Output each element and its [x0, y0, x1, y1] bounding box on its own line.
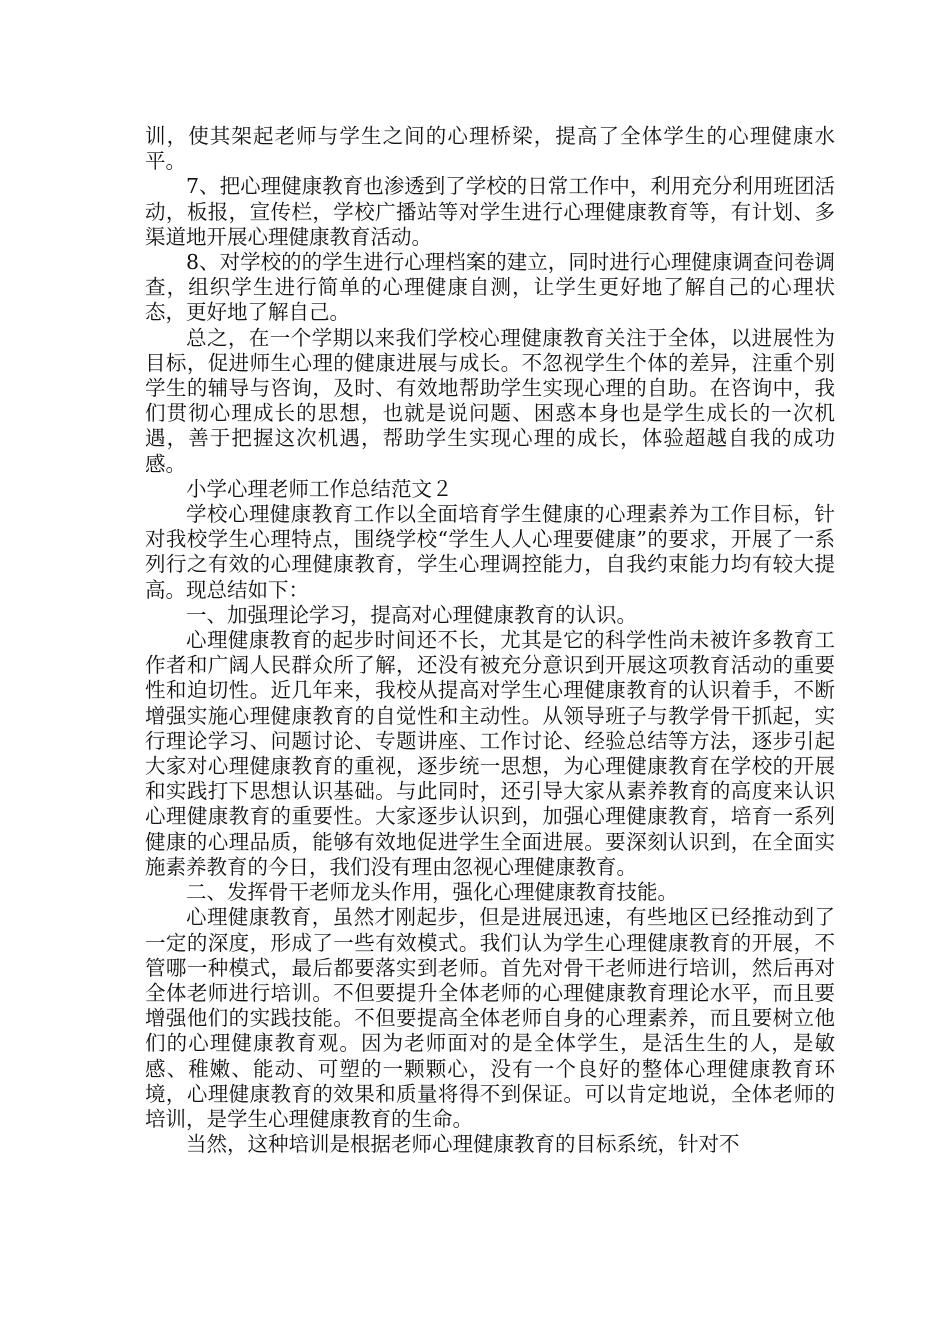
- section-title: 小学心理老师工作总结范文２: [186, 476, 453, 501]
- paragraph: 心理健康教育，虽然才刚起步，但是进展迅速，有些地区已经推动到了一定的深度，形成了一些有效模式。我们认为学生心理健康教育的开展，不管哪一种模式，最后都要落实到老师。首先对骨干老师进行培训，然后再对全体老师进行培训。不但要提升全体老师的心理健康教育理论水平，而且要增强他们的实践技能。不但要提高全体老师自身的心理素养，而且要树立他们的心理健康教育观。因为老师面对的是全体学生，是活生生的人，是敏感、稚嫩、能动、可塑的一颗颗心，没有一个良好的整体心理健康教育环境，心理健康教育的效果和质量将得不到保证。可以肯定地说，全体老师的培训，是学生心理健康教育的生命。: [145, 905, 835, 1131]
- paragraph: 训，使其架起老师与学生之间的心理桥梁，提高了全体学生的心理健康水平。: [145, 124, 835, 174]
- paragraph: 心理健康教育的起步时间还不长，尤其是它的科学性尚未被许多教育工作者和广阔人民群众所了解，还没有被充分意识到开展这项教育活动的重要性和迫切性。近几年来，我校从提高对学生心理健康教育的认识着手，不断增强实施心理健康教育的自觉性和主动性。从领导班子与教学骨干抓起，实行理论学习、问题讨论、专题讲座、工作讨论、经验总结等方法，逐步引起大家对心理健康教育的重视，逐步统一思想，为心理健康教育在学校的开展和实践打下思想认识基础。与此同时，还引导大家从素养教育的高度来认识心理健康教育的重要性。大家逐步认识到，加强心理健康教育，培育一系列健康的心理品质，能够有效地促进学生全面进展。要深刻认识到，在全面实施素养教育的今日，我们没有理由忽视心理健康教育。: [145, 628, 835, 879]
- section-heading: 二、发挥骨干老师龙头作用，强化心理健康教育技能。: [186, 880, 678, 905]
- paragraph: 总之，在一个学期以来我们学校心理健康教育关注于全体，以进展性为目标，促进师生心理的健康进展与成长。不忽视学生个体的差异，注重个别学生的辅导与咨询，及时、有效地帮助学生实现心理的自助。在咨询中，我们贯彻心理成长的思想，也就是说问题、困惑本身也是学生成长的一次机遇，善于把握这次机遇，帮助学生实现心理的成长，体验超越自我的成功感。: [145, 325, 835, 476]
- document-page: [145, 124, 835, 1157]
- paragraph: 8、对学校的的学生进行心理档案的建立，同时进行心理健康调查问卷调查，组织学生进行简单的心理健康自测，让学生更好地了解自己的心理状态，更好地了解自己。: [145, 250, 835, 325]
- paragraph: 学校心理健康教育工作以全面培育学生健康的心理素养为工作目标，针对我校学生心理特点，围绕学校“学生人人心理要健康”的要求，开展了一系列行之有效的心理健康教育，学生心理调控能力，自我约束能力均有较大提高。现总结如下：: [145, 502, 835, 602]
- paragraph: 当然，这种培训是根据老师心理健康教育的目标系统，针对不: [186, 1132, 740, 1157]
- section-heading: 一、加强理论学习，提高对心理健康教育的认识。: [186, 602, 637, 627]
- paragraph: 7、把心理健康教育也渗透到了学校的日常工作中，利用充分利用班团活动，板报，宣传栏，学校广播站等对学生进行心理健康教育等，有计划、多渠道地开展心理健康教育活动。: [145, 174, 835, 249]
